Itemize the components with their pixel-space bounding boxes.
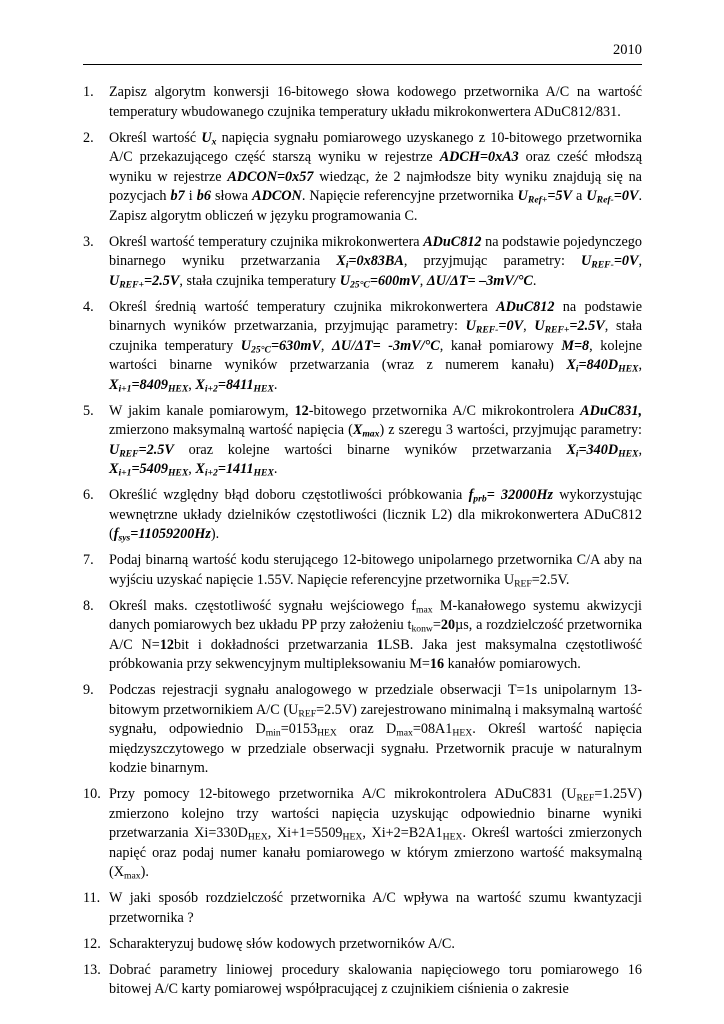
text-run: , (638, 441, 642, 458)
question-item (83, 129, 642, 227)
question-text (109, 551, 642, 590)
question-item (83, 681, 642, 779)
text-run: X (566, 357, 576, 373)
text-run: =2.5V (138, 441, 174, 458)
subscript: HEX (247, 831, 268, 843)
text-run: U (201, 129, 212, 146)
text-run: = (432, 617, 441, 633)
text-run: LSB. Jaka jest maksymalna częstotliwość próbkowania przy sekwencyjnym multipleksowaniu M= (109, 636, 642, 672)
subscript: HEX (618, 363, 639, 375)
subscript: i (575, 363, 579, 375)
question-text (109, 935, 642, 955)
text-run: =0V (613, 188, 639, 204)
subscript: HEX (317, 727, 337, 739)
text-run: X (195, 376, 205, 393)
subscript: REF- (591, 259, 614, 271)
question-list (83, 83, 642, 1006)
text-run: =8409 (131, 376, 168, 393)
question-text (109, 785, 642, 883)
question-number: 1. (83, 84, 94, 100)
subscript: HEX (618, 448, 639, 460)
subscript: max (123, 870, 141, 882)
question-item (83, 233, 642, 292)
text-run: bit i dokładności przetwarzania (174, 636, 377, 653)
text-run: . Określ wartość napięcia międzyszczytowego w przedziale obserwacji sygnału. Przetwornik pracuje w naturalnym kodzie binarnym. (109, 721, 642, 776)
text-run: , (188, 461, 196, 477)
question-item (83, 935, 642, 955)
question-text (109, 681, 642, 779)
text-run: =600mV (369, 272, 420, 289)
question-text (109, 961, 642, 1000)
question-item (83, 402, 642, 480)
question-number: 5. (83, 402, 94, 419)
text-run: =340D (578, 441, 619, 458)
text-run: , stała czujnika temperatury (179, 272, 340, 289)
text-run: Dobrać parametry liniowej procedury skalowania napięciowego toru pomiarowego 16 bitowej A/C karty pomiarowej współpracującej z czujnikiem ciśnienia o zakresie (109, 961, 642, 997)
text-run: Zapisz algorytm konwersji 16-bitowego słowa kodowego przetwornika A/C na wartość temperatury wbudowanego czujnika temperatury układu mikrokonwertera ADuC812/831. (109, 84, 642, 120)
question-text (109, 486, 642, 545)
text-run: wykorzystując wewnętrzne układy dzielników częstotliwości (licznik L2) dla mikrokonwertera ADuC812 ( (109, 487, 642, 542)
subscript: i (345, 259, 349, 271)
text-run: kanałów pomiarowych. (444, 656, 581, 672)
text-run: ΔU/ΔT= -3mV/°C (331, 337, 440, 354)
question-item (83, 889, 642, 928)
subscript: Ref- (596, 194, 614, 206)
text-run: U (586, 188, 597, 204)
question-item (83, 298, 642, 396)
text-run: na podstawie binarnych wyników przetwarzania, przyjmując parametry: (109, 298, 642, 334)
subscript: i+2 (204, 467, 218, 479)
text-run: U (240, 337, 252, 354)
text-run: , stała czujnika temperatury (109, 318, 642, 354)
text-run: =1.25V) zmierzono kolejno trzy wartości napięcia uzyskując odpowiednio binarne wyniki przetwarzania Xi=330D (109, 786, 642, 841)
subscript: REF (298, 708, 317, 720)
question-number: 8. (83, 597, 94, 614)
text-run: , (188, 376, 196, 393)
text-run: =08A1 (412, 721, 453, 737)
header-rule (83, 64, 642, 65)
subscript: max (416, 604, 433, 616)
subscript: max (362, 428, 380, 440)
text-run: =630mV (270, 337, 321, 354)
subscript: REF+ (119, 279, 145, 291)
subscript: i+1 (118, 467, 132, 479)
question-number: 2. (83, 129, 94, 146)
text-run: i (184, 188, 197, 204)
text-run: , Xi+1=5509 (267, 825, 343, 841)
text-run: =1411 (217, 461, 254, 477)
subscript: REF+ (544, 324, 570, 336)
text-run: , (320, 337, 332, 354)
question-number: 7. (83, 552, 94, 568)
text-run: =5409 (131, 461, 168, 477)
text-run: oraz kolejne wartości binarne wyników przetwarzania (173, 441, 567, 458)
text-run: b6 (196, 188, 211, 204)
question-text (109, 129, 642, 227)
text-run: X (336, 253, 346, 269)
text-run: U (517, 188, 528, 204)
page-number: 2010 (613, 42, 642, 58)
subscript: max (396, 727, 413, 739)
text-run: ADuC812 (423, 233, 482, 250)
text-run: Scharakteryzuj budowę słów kodowych przetworników A/C. (109, 935, 455, 952)
subscript: HEX (253, 383, 274, 395)
subscript: i+1 (118, 383, 132, 395)
subscript: sys (118, 532, 131, 544)
text-run: , kolejne wartości binarne wyników przetwarzania (wraz z numerem kanału) (109, 337, 643, 373)
text-run: ) z szeregu 3 wartości, przyjmując parametry: (379, 422, 642, 438)
text-run: =0V (613, 253, 639, 269)
text-run: X (109, 461, 119, 477)
question-number: 11. (83, 890, 101, 906)
text-run: X (566, 441, 576, 458)
question-number: 10. (83, 786, 101, 802)
subscript: 25°C (251, 344, 271, 356)
text-run: Podaj binarną wartość kodu sterującego 12-bitowego unipolarnego przetwornika C/A aby na wyjściu uzyskać napięcie 1.55V. Napięcie referencyjne przetwornika U (109, 552, 642, 588)
text-run: , kanał pomiarowy (439, 337, 562, 354)
text-run: 12 (294, 402, 309, 419)
text-run: =2.5V (569, 318, 605, 334)
text-run: =2.5V) zarejestrowano minimalną i maksymalną wartość sygnału, odpowiednio D (109, 701, 642, 737)
text-run: słowa (210, 188, 253, 204)
text-run: 16 (429, 656, 445, 672)
question-text (109, 298, 642, 396)
text-run: Podczas rejestracji sygnału analogowego w przedziale obserwacji T=1s unipolarnym 13-bitowym przetwornikiem A/C (U (109, 682, 642, 718)
question-text (109, 233, 642, 292)
subscript: 25°C (349, 279, 370, 291)
text-run: napięcia sygnału pomiarowego uzyskanego z 10-bitowego przetwornika A/C przekazującego część starszą wyniku w rejestrze (109, 129, 642, 165)
subscript: prb (473, 493, 487, 505)
text-run: b7 (170, 188, 185, 204)
text-run: =840D (578, 357, 619, 373)
subscript: HEX (342, 831, 363, 843)
text-run: f (113, 526, 119, 542)
text-run: ΔU/ΔT= –3mV/°C (426, 272, 533, 289)
question-number: 9. (83, 682, 94, 698)
question-item (83, 551, 642, 590)
text-run: X (195, 461, 205, 477)
text-run: U (534, 318, 545, 334)
subscript: HEX (253, 467, 274, 479)
question-number: 3. (83, 233, 94, 250)
question-text (109, 889, 642, 928)
text-run: =0153 (280, 721, 318, 737)
text-run: ). (140, 864, 149, 880)
text-run: Określ średnią wartość temperatury czujnika mikrokonwertera (109, 298, 497, 315)
subscript: Ref+ (527, 194, 548, 206)
text-run: W jaki sposób rozdzielczość przetwornika A/C wpływa na wartość szumu kwantyzacji przetwornika ? (109, 890, 642, 926)
text-run: Określ maks. częstotliwość sygnału wejściowego f (109, 597, 417, 614)
text-run: =2.5V (144, 272, 180, 289)
subscript: i+2 (204, 383, 218, 395)
subscript: REF (119, 448, 139, 460)
text-run: U (339, 272, 350, 289)
text-run: ADCON (252, 188, 302, 204)
subscript: konw (411, 623, 433, 635)
question-text (109, 402, 642, 480)
subscript: x (211, 136, 217, 148)
text-run: ADCON=0x57 (227, 168, 314, 185)
text-run: , (638, 357, 642, 373)
text-run: =0V (498, 318, 524, 334)
text-run: . Napięcie referencyjne przetwornika (301, 188, 518, 204)
text-run: 20 (440, 617, 456, 633)
question-number: 4. (83, 298, 94, 315)
text-run: 1 (376, 636, 384, 653)
text-run: U (109, 272, 120, 289)
subscript: min (265, 727, 281, 739)
text-run: W jakim kanale pomiarowym, (109, 402, 295, 419)
text-run: 12 (159, 636, 174, 653)
text-run: oraz cześć młodszą wyniku w rejestrze (109, 149, 642, 185)
question-number: 6. (83, 487, 94, 503)
text-run: , (419, 272, 427, 289)
text-run: . (273, 461, 278, 477)
text-run: . Określ wartości zmierzonych napięć oraz podaj numer kanału pomiarowego w którym zmierzono wartość maksymalną (X (109, 825, 642, 880)
text-run: ). (210, 526, 220, 542)
subscript: i (575, 448, 579, 460)
question-number: 12. (83, 935, 101, 952)
text-run: a (572, 188, 587, 204)
text-run: U (109, 441, 120, 458)
question-text (109, 83, 642, 122)
text-run: zmierzono maksymalną wartość napięcia ( (109, 422, 353, 438)
text-run: M-kanałowego systemu akwizycji danych pomiarowych bez układu PP przy założeniu t (109, 597, 642, 633)
subscript: HEX (452, 727, 473, 739)
text-run: =0x83BA (348, 253, 404, 269)
text-run: , Xi+2=B2A1 (362, 825, 443, 841)
text-run: ADuC812 (496, 298, 555, 315)
subscript: REF (514, 578, 532, 590)
question-item (83, 597, 642, 675)
text-run: = 32000Hz (486, 487, 554, 503)
text-run: na podstawie pojedynczego binarnego wyniku przetwarzania (109, 233, 642, 269)
text-run: Określić względny błąd doboru częstotliwości próbkowania (109, 487, 469, 503)
text-run: =11059200Hz (130, 526, 211, 542)
text-run: ADuC831, (580, 402, 642, 419)
text-run: Określ wartość (109, 129, 202, 146)
text-run: X (109, 376, 119, 393)
text-run: . Zapisz algorytm obliczeń w języku programowania C. (109, 188, 642, 224)
text-run: Przy pomocy 12-bitowego przetwornika A/C mikrokontrolera ADuC831 (U (109, 786, 577, 802)
text-run: , (523, 318, 535, 334)
question-text (109, 597, 642, 675)
question-item (83, 83, 642, 122)
text-run: wiedząc, że 2 najmłodsze bity wyniku znajdują się na pozycjach (109, 168, 642, 204)
text-run: µs, a rozdzielczość przetwornika A/C N= (109, 617, 643, 653)
text-run: =2.5V. (531, 571, 570, 588)
question-item (83, 961, 642, 1000)
text-run: ADCH=0xA3 (439, 149, 519, 165)
text-run: . (532, 272, 537, 289)
text-run: Określ wartość temperatury czujnika mikrokonwertera (109, 233, 424, 250)
question-number: 13. (83, 961, 101, 978)
text-run: M=8 (561, 337, 590, 354)
question-item (83, 785, 642, 883)
text-run: , przyjmując parametry: (403, 253, 582, 269)
text-run: X (352, 422, 363, 438)
text-run: f (468, 487, 474, 503)
text-run: , (638, 253, 643, 269)
text-run: U (465, 318, 476, 334)
text-run: =8411 (217, 376, 254, 393)
text-run: . (273, 376, 278, 393)
text-run: -bitowego przetwornika A/C mikrokontrolera (308, 402, 581, 419)
question-item (83, 486, 642, 545)
text-run: U (581, 253, 592, 269)
subscript: REF- (475, 324, 499, 336)
subscript: HEX (167, 467, 189, 479)
text-run: =5V (547, 188, 572, 204)
text-run: oraz D (336, 721, 397, 737)
subscript: REF (576, 792, 595, 804)
subscript: HEX (167, 383, 189, 395)
subscript: HEX (442, 831, 463, 843)
